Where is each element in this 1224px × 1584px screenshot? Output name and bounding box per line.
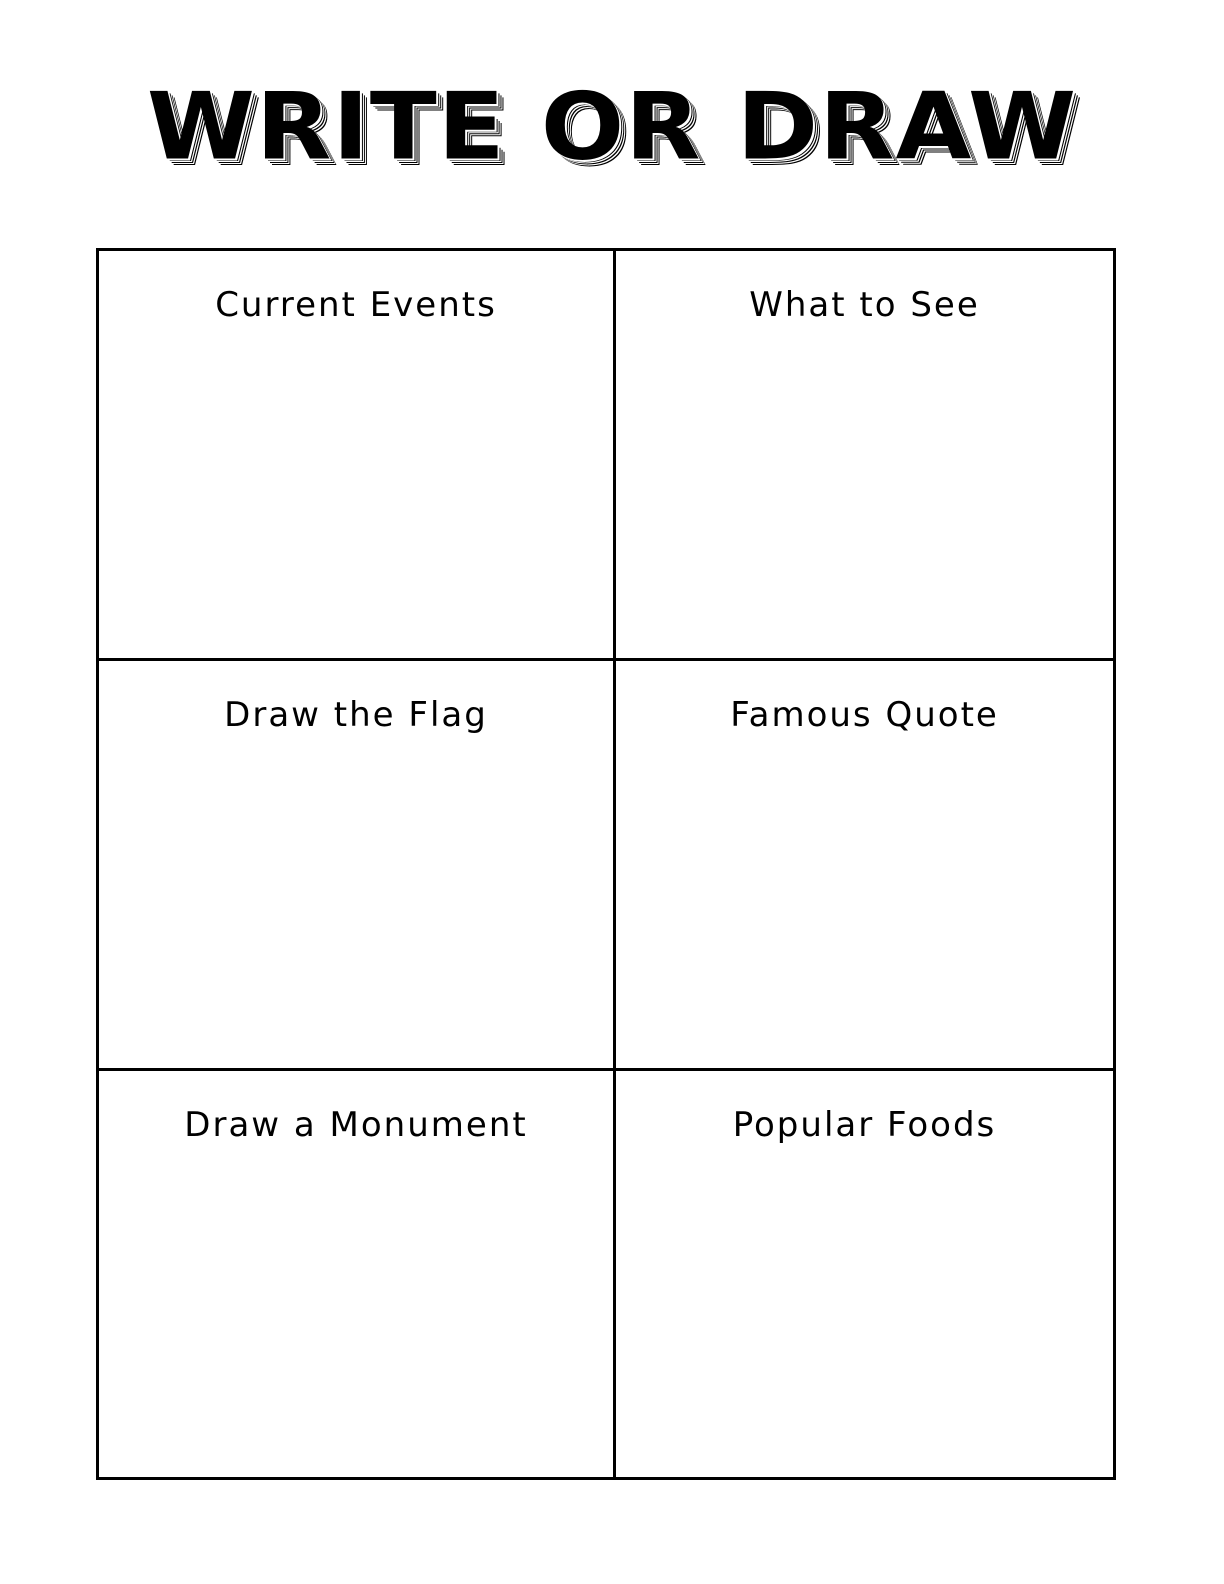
- cell-label: Draw a Monument: [184, 1105, 528, 1145]
- cell-draw-the-flag[interactable]: [99, 661, 616, 1071]
- cell-draw-a-monument[interactable]: [99, 1071, 616, 1477]
- cell-label: Famous Quote: [730, 695, 999, 735]
- cell-label: Draw the Flag: [224, 695, 488, 735]
- cell-famous-quote[interactable]: [616, 661, 1113, 1071]
- page-title: WRITE OR DRAW: [146, 72, 1078, 182]
- cell-popular-foods[interactable]: [616, 1071, 1113, 1477]
- cell-label: Popular Foods: [732, 1105, 997, 1145]
- cell-label: Current Events: [215, 285, 497, 325]
- cell-what-to-see[interactable]: [616, 251, 1113, 661]
- cell-current-events[interactable]: [99, 251, 616, 661]
- cell-label: What to See: [749, 285, 980, 325]
- write-or-draw-grid: [96, 248, 1116, 1480]
